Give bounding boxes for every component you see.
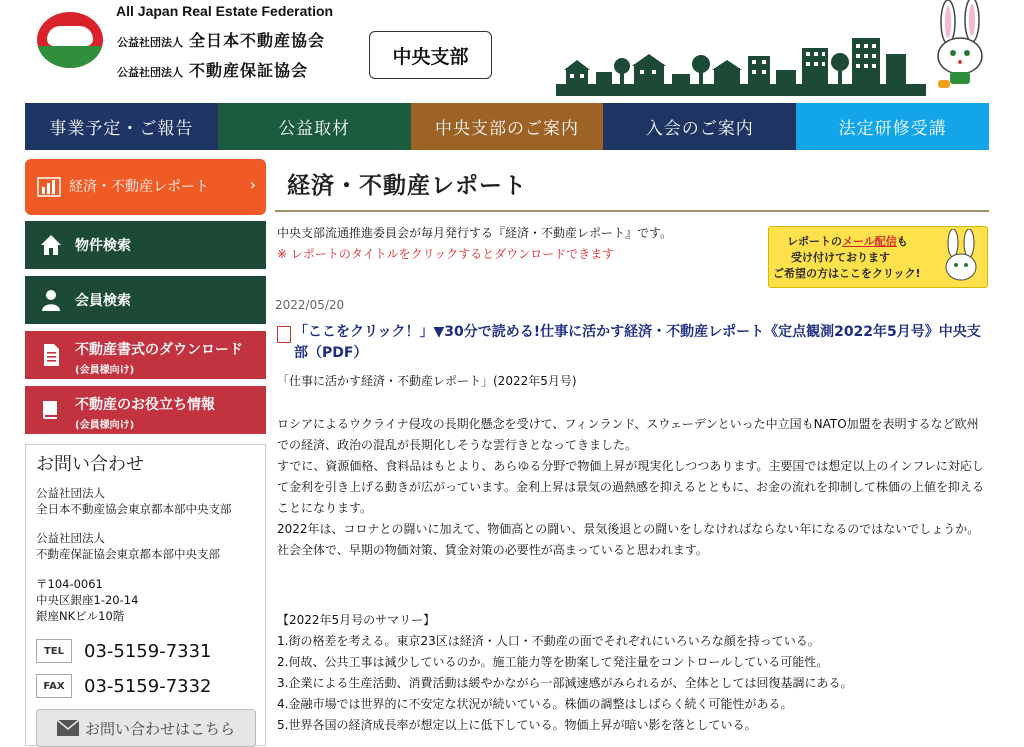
contact-org2-name: 不動産保証協会東京都本部中央支部	[36, 547, 220, 561]
sidebar-item-form-download[interactable]	[25, 331, 266, 379]
branch-label: 中央支部	[369, 31, 492, 79]
contact-org2-type: 公益社団法人	[36, 531, 105, 545]
tel-badge: TEL	[36, 639, 72, 663]
sidebar-item-property-search[interactable]	[25, 221, 266, 269]
address-line-1: 中央区銀座1-20-14	[36, 593, 139, 607]
report-paragraph-3: 2022年は、コロナとの闘いに加えて、物価高との闘い、景気後退との闘いをしなければならない年になるのではないでしょうか。社会全体で、早期の物価対策、賃金対策の必要性が高まっていると思われます。	[277, 522, 980, 557]
contact-box	[25, 444, 266, 746]
sidebar-item-label: 経済・不動産レポート	[69, 179, 209, 195]
book-icon	[39, 398, 63, 422]
mail-icon	[57, 720, 79, 736]
report-download-link[interactable]: 「ここをクリック！」▼30分で読める!仕事に活かす経済・不動産レポート《定点観測2022年5月号》中央支部（PDF）	[294, 324, 981, 361]
org2-name: 不動産保証協会	[189, 61, 309, 80]
sidebar-item-member-search[interactable]	[25, 276, 266, 324]
contact-org1-type: 公益社団法人	[36, 486, 105, 500]
nav-membership[interactable]: 入会のご案内	[603, 103, 796, 150]
document-icon	[39, 343, 63, 367]
contact-title: お問い合わせ	[36, 454, 144, 475]
federation-name: All Japan Real Estate Federation	[116, 3, 334, 19]
sidebar-item-sublabel: (会員様向け)	[75, 420, 135, 431]
intro-text: 中央支部流通推進委員会が毎月発行する『経済・不動産レポート』です。	[277, 226, 673, 240]
fax-badge: FAX	[36, 674, 72, 698]
sidebar-item-useful-info[interactable]	[25, 386, 266, 434]
org-line-1	[117, 28, 325, 51]
title-divider	[275, 210, 989, 212]
sidebar-item-label: 物件検索	[75, 238, 131, 254]
postal-code: 〒104-0061	[36, 577, 103, 591]
summary-item-5: 5.世界各国の経済成長率が想定以上に低下している。物価上昇が暗い影を落としている。	[277, 718, 757, 732]
contact-button[interactable]	[36, 709, 256, 747]
contact-org2	[36, 530, 220, 562]
banner-line-3: ご希望の方はここをクリック!	[773, 267, 921, 280]
contact-org1	[36, 485, 232, 517]
report-paragraph-1: ロシアによるウクライナ侵攻の長期化懸念を受けて、フィンランド、スウェーデンといった中立国もNATO加盟を表明するなど欧州での経済、政治の混乱が長期化しそうな雲行きとなってきました。	[277, 417, 979, 452]
nav-training[interactable]: 法定研修受講	[796, 103, 989, 150]
contact-address	[36, 576, 138, 624]
tel-row	[36, 639, 212, 663]
pdf-icon	[277, 326, 291, 343]
summary-item-3: 3.企業による生産活動、消費活動は緩やかながら一部減速感がみられるが、全体としては回復基調にある。	[277, 676, 853, 690]
summary-item-1: 1.街の格差を考える。東京23区は経済・人口・不動産の面でそれぞれにいろいろな顔を持っている。	[277, 634, 820, 648]
city-skyline-illustration	[556, 34, 926, 96]
page-title: 経済・不動産レポート	[287, 173, 527, 199]
sidebar-item-label: 不動産のお役立ち情報	[75, 397, 215, 413]
summary-item-2: 2.何故、公共工事は減少しているのか。施工能力等を勘案して発注量をコントロールしている可能性。	[277, 655, 829, 669]
nav-branch-info[interactable]: 中央支部のご案内	[411, 103, 604, 150]
sidebar-item-label: 会員検索	[75, 293, 131, 309]
report-paragraph-2: すでに、資源価格、食料品はもとより、あらゆる分野で物価上昇が現実化しつつあります。主要国では想定以上のインフレに対応して金利を引き上げる動きが広がっています。金利上昇は景気の過熱感を抑えるとともに、お金の流れを抑制して株価の上値を抑えることになります。	[277, 459, 985, 515]
banner-mail-link[interactable]: メール配信	[842, 235, 897, 248]
banner-line-1a: レポートの	[787, 235, 842, 248]
summary-item-4: 4.金融市場では世界的に不安定な状況が続いている。株価の調整はしばらく続く可能性がある。	[277, 697, 793, 711]
org1-name: 全日本不動産協会	[189, 31, 326, 50]
contact-button-label: お問い合わせはこちら	[84, 719, 235, 738]
bar-chart-icon	[37, 177, 61, 197]
sidebar-item-label: 不動産書式のダウンロード	[75, 342, 243, 358]
address-line-2: 銀座NKビル10階	[36, 609, 125, 623]
federation-logo[interactable]	[37, 12, 103, 68]
tel-number[interactable]: 03-5159-7331	[84, 640, 212, 662]
org2-prefix: 公益社団法人	[117, 66, 183, 79]
banner-line-1c: も	[896, 235, 908, 248]
contact-org1-name: 全日本不動産協会東京都本部中央支部	[36, 502, 232, 516]
main-navigation	[25, 103, 989, 150]
banner-line-2: 受け付けております	[791, 251, 890, 264]
nav-events[interactable]: 事業予定・ご報告	[25, 103, 218, 150]
rabbit-mascot-icon	[939, 229, 983, 285]
org1-prefix: 公益社団法人	[117, 36, 183, 49]
rabbit-mascot-icon	[928, 0, 994, 92]
download-note: ※ レポートのタイトルをクリックするとダウンロードできます	[277, 247, 615, 261]
report-date: 2022/05/20	[275, 298, 345, 312]
mail-subscription-banner[interactable]	[768, 226, 988, 288]
sidebar-item-report[interactable]	[25, 159, 266, 215]
fax-number: 03-5159-7332	[84, 675, 212, 697]
summary-title: 【2022年5月号のサマリー】	[277, 613, 436, 627]
org-line-2	[117, 58, 308, 81]
chevron-right-icon: ›	[249, 175, 256, 194]
home-icon	[39, 233, 63, 257]
fax-row	[36, 674, 212, 698]
sidebar-item-sublabel: (会員様向け)	[75, 365, 135, 376]
report-subtitle: 「仕事に活かす経済・不動産レポート」(2022年5月号)	[277, 374, 577, 388]
user-icon	[39, 288, 63, 312]
nav-public-interest[interactable]: 公益取材	[218, 103, 411, 150]
banner-line-1	[787, 233, 908, 249]
